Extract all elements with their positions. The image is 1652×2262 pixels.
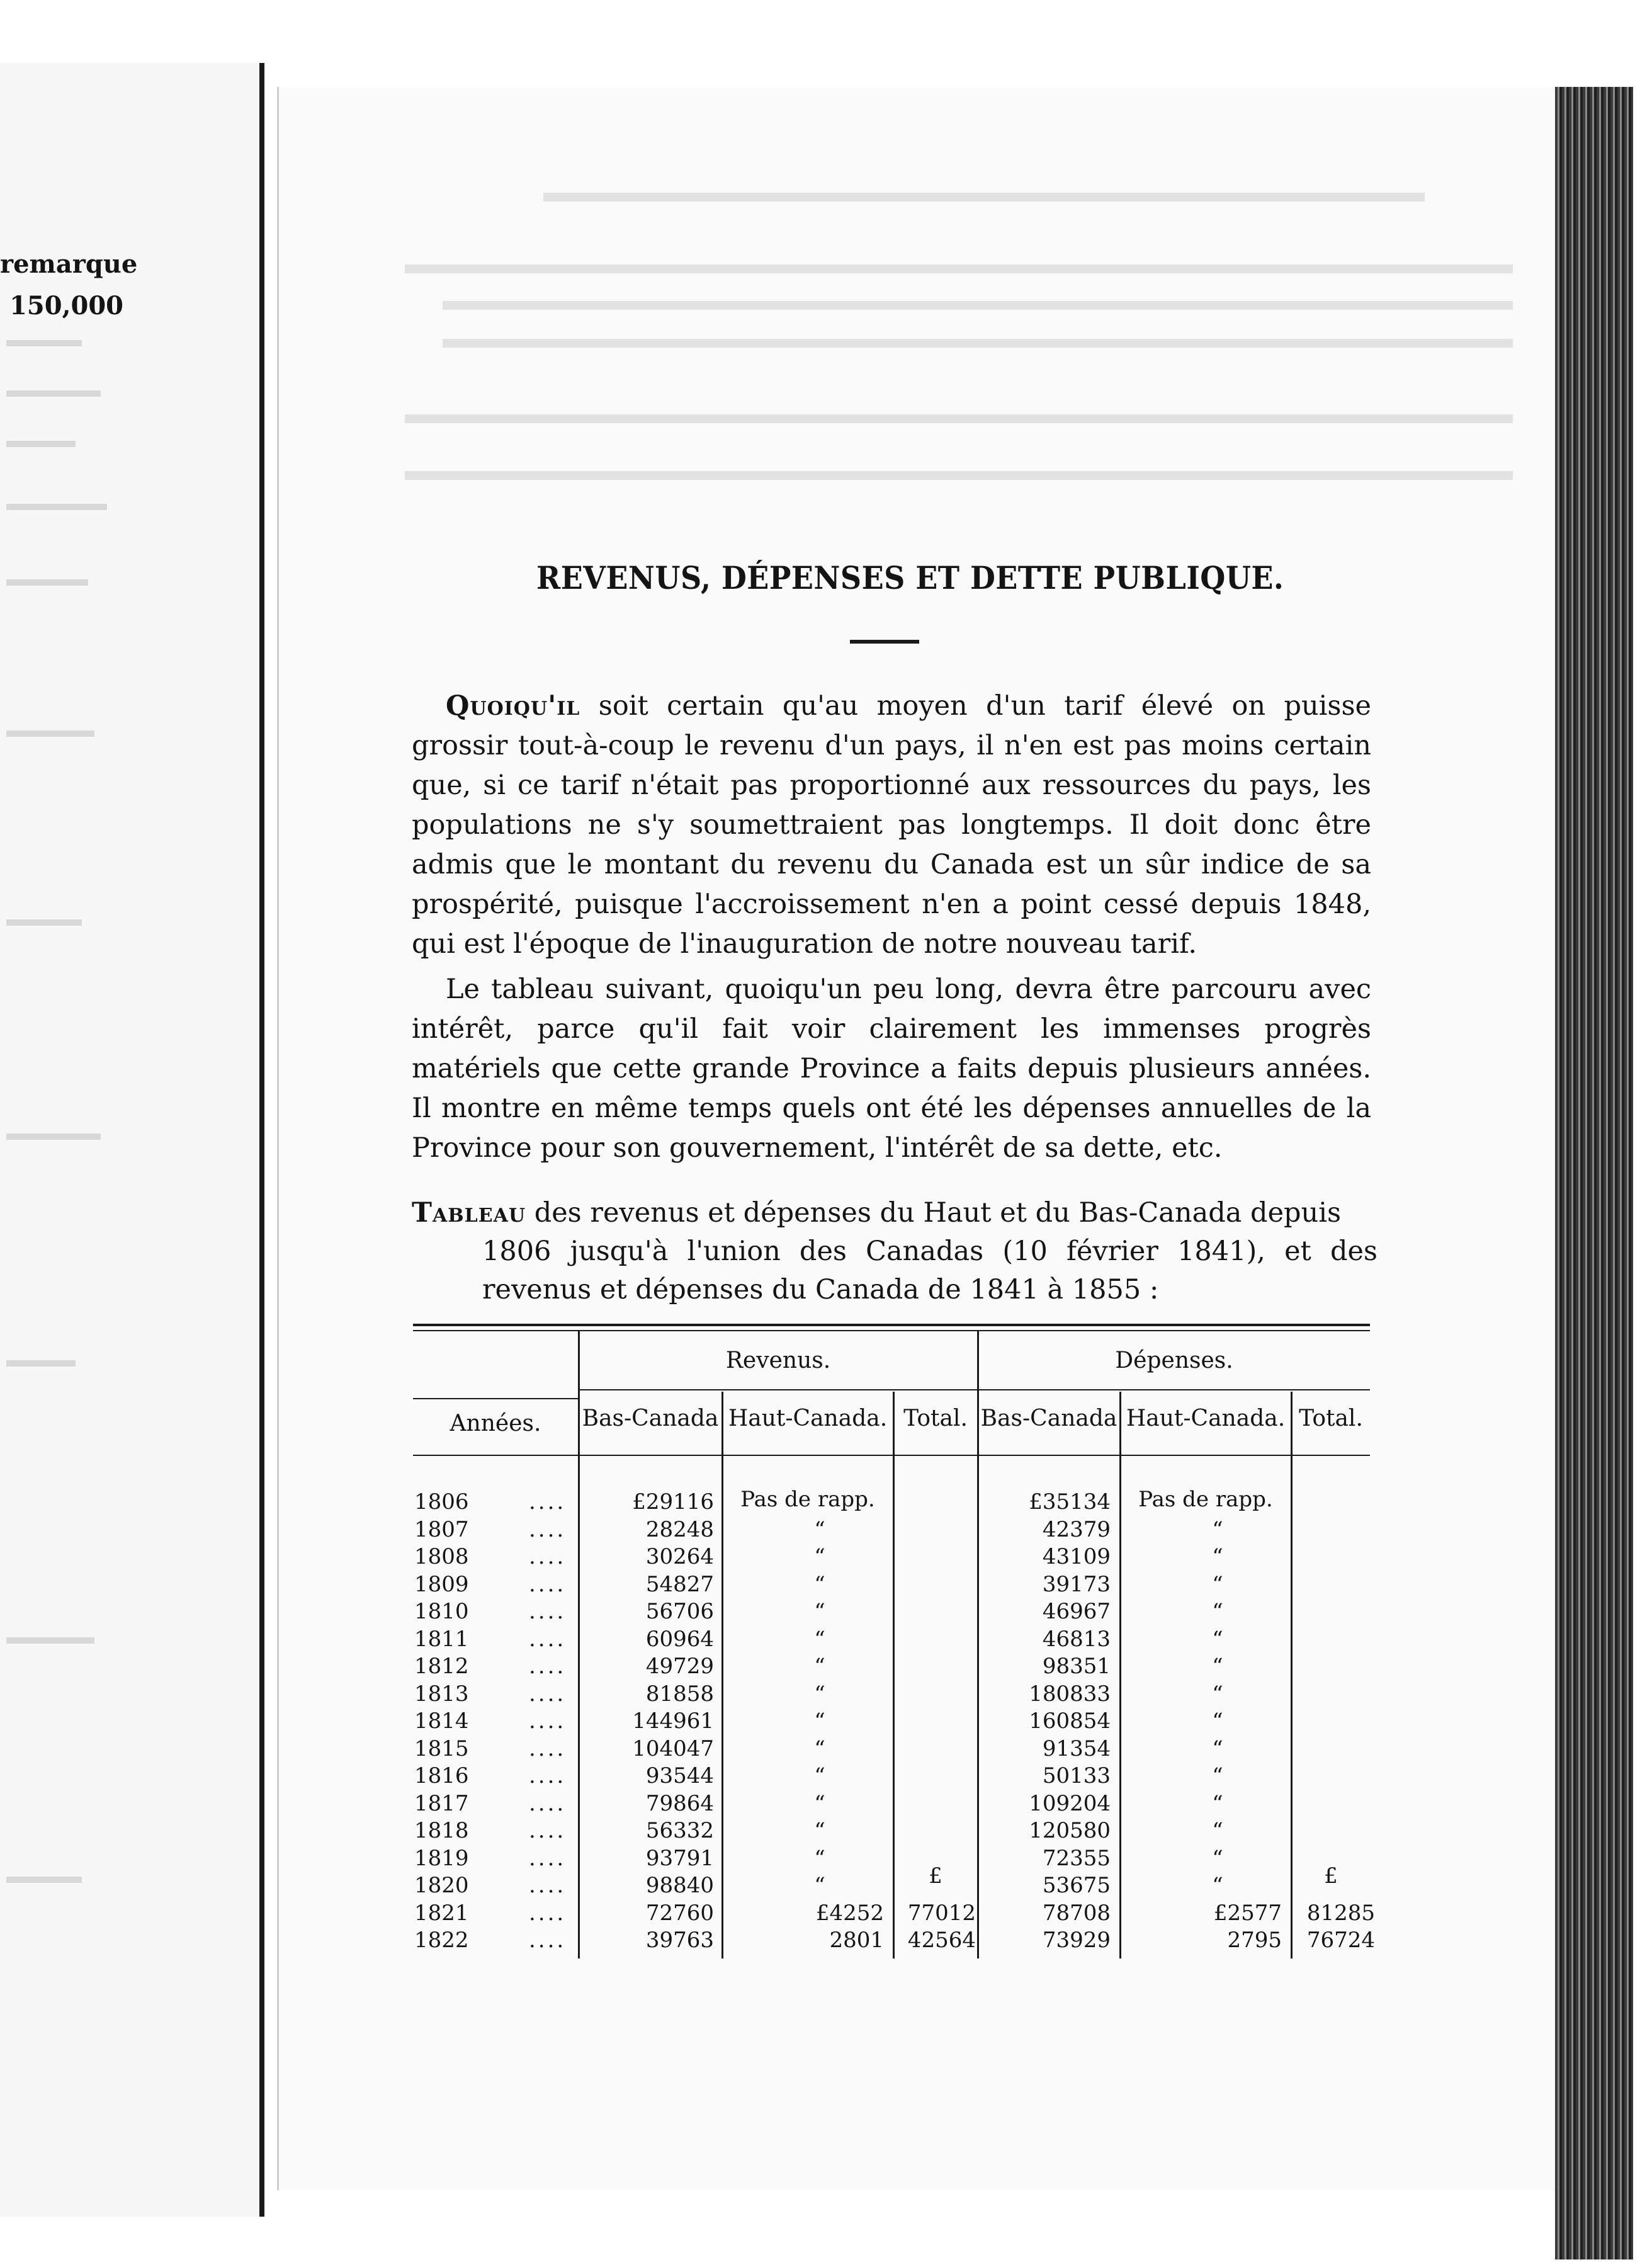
cell-rev-haut-canada: “ [814, 1572, 825, 1597]
cell-dep-bas-canada: 120580 [1029, 1818, 1111, 1843]
cell-dep-bas-canada: 91354 [1042, 1736, 1111, 1761]
cell-rev-haut-canada: “ [814, 1599, 825, 1624]
cell-rev-bas-canada: 81858 [645, 1681, 714, 1707]
cell-rev-bas-canada: 144961 [632, 1708, 714, 1734]
ghost-text [6, 1637, 94, 1644]
cell-rev-bas-canada: 28248 [645, 1517, 714, 1542]
bleed-through-text [405, 264, 1513, 273]
header-revenus: Revenus. [725, 1348, 831, 1373]
left-page-number: 150,000 [9, 291, 123, 321]
ghost-text [6, 1360, 76, 1367]
cell-leader: .... [529, 1928, 567, 1953]
cell-rev-bas-canada: 39763 [645, 1928, 714, 1953]
bleed-through-text [405, 414, 1513, 423]
cell-rev-bas-canada: £29116 [632, 1489, 714, 1515]
cell-rev-bas-canada: 104047 [632, 1736, 714, 1761]
cell-year: 1818 [414, 1818, 469, 1843]
cell-rev-haut-canada: “ [814, 1763, 825, 1788]
cell-dep-haut-canada: “ [1212, 1544, 1223, 1569]
cell-year: 1816 [414, 1763, 469, 1788]
cell-dep-bas-canada: 180833 [1029, 1681, 1111, 1707]
ghost-text [6, 390, 101, 397]
cell-dep-haut-canada: £2577 [1213, 1901, 1282, 1926]
cell-dep-bas-canada: 39173 [1042, 1572, 1111, 1597]
cell-rev-bas-canada: 54827 [645, 1572, 714, 1597]
annees-rule [413, 1398, 578, 1399]
table-caption-text: des revenus et dépenses du Haut et du Bas-Canada depuis [534, 1197, 1342, 1229]
cell-dep-haut-canada: “ [1212, 1654, 1223, 1679]
cell-leader: .... [529, 1791, 567, 1816]
cell-rev-haut-canada: “ [814, 1544, 825, 1569]
cell-rev-haut-canada: 2801 [829, 1928, 884, 1953]
cell-rev-total: 77012 [907, 1901, 976, 1926]
ghost-text [6, 730, 94, 737]
cell-leader: .... [529, 1818, 567, 1843]
header-dep-haut-canada: Haut-Canada. [1126, 1406, 1286, 1431]
column-divider [1119, 1392, 1121, 1958]
cell-rev-haut-canada: “ [814, 1708, 825, 1734]
cell-dep-bas-canada: 78708 [1042, 1901, 1111, 1926]
cell-dep-bas-canada: £35134 [1029, 1489, 1111, 1515]
group-rule [579, 1389, 1370, 1390]
rev-total-pound-mark: £ [929, 1863, 942, 1889]
cell-leader: .... [529, 1627, 567, 1652]
cell-dep-total: 81285 [1306, 1901, 1375, 1926]
cell-leader: .... [529, 1846, 567, 1871]
cell-dep-haut-canada: “ [1212, 1791, 1223, 1816]
cell-year: 1817 [414, 1791, 469, 1816]
header-depenses: Dépenses. [1115, 1348, 1233, 1373]
cell-year: 1806 [414, 1489, 469, 1515]
cell-leader: .... [529, 1736, 567, 1761]
cell-leader: .... [529, 1599, 567, 1624]
ghost-text [6, 441, 76, 447]
cell-rev-bas-canada: 60964 [645, 1627, 714, 1652]
cell-rev-haut-canada: £4252 [815, 1901, 884, 1926]
table-caption-rest: 1806 jusqu'à l'union des Canadas (10 février 1841), et des revenus et dépenses du Canada de 1841 à 1855 : [482, 1236, 1378, 1305]
cell-rev-bas-canada: 98840 [645, 1873, 714, 1898]
cell-rev-haut-canada: “ [814, 1654, 825, 1679]
table-caption-line1 [412, 1194, 1378, 1232]
cell-dep-haut-canada: “ [1212, 1818, 1223, 1843]
cell-rev-haut-canada: “ [814, 1846, 825, 1871]
cell-dep-haut-canada: “ [1212, 1736, 1223, 1761]
cell-dep-haut-canada: “ [1212, 1708, 1223, 1734]
cell-dep-bas-canada: 72355 [1042, 1846, 1111, 1871]
cell-year: 1815 [414, 1736, 469, 1761]
bleed-through-text [443, 301, 1513, 310]
cell-year: 1814 [414, 1708, 469, 1734]
cell-year: 1822 [414, 1928, 469, 1953]
cell-dep-bas-canada: 46967 [1042, 1599, 1111, 1624]
header-rev-haut-canada: Haut-Canada. [728, 1406, 888, 1431]
cell-rev-haut-canada: “ [814, 1517, 825, 1542]
page-edge-stack [1555, 87, 1633, 2259]
cell-rev-total: 42564 [907, 1928, 976, 1953]
cell-rev-haut-canada: “ [814, 1818, 825, 1843]
table-top-rule [413, 1324, 1370, 1326]
cell-leader: .... [529, 1901, 567, 1926]
cell-dep-haut-canada: “ [1212, 1846, 1223, 1871]
cell-dep-haut-canada: “ [1212, 1763, 1223, 1788]
cell-rev-bas-canada: 93544 [645, 1763, 714, 1788]
cell-leader: .... [529, 1489, 567, 1515]
cell-rev-bas-canada: 49729 [645, 1654, 714, 1679]
cell-leader: .... [529, 1763, 567, 1788]
cell-leader: .... [529, 1544, 567, 1569]
header-dep-total: Total. [1299, 1406, 1363, 1431]
page-title: REVENUS, DÉPENSES ET DETTE PUBLIQUE. [536, 559, 1284, 596]
ghost-text [6, 1134, 101, 1140]
cell-dep-haut-canada: “ [1212, 1599, 1223, 1624]
cell-year: 1821 [414, 1901, 469, 1926]
cell-dep-haut-canada: “ [1212, 1572, 1223, 1597]
bleed-through-text [405, 471, 1513, 480]
cell-year: 1808 [414, 1544, 469, 1569]
table-top-rule-thin [413, 1330, 1370, 1331]
cell-dep-bas-canada: 43109 [1042, 1544, 1111, 1569]
cell-leader: .... [529, 1708, 567, 1734]
cell-rev-bas-canada: 56706 [645, 1599, 714, 1624]
cell-leader: .... [529, 1681, 567, 1707]
cell-rev-haut-canada: “ [814, 1681, 825, 1707]
header-rev-total: Total. [903, 1406, 968, 1431]
title-rule [850, 640, 919, 644]
cell-year: 1819 [414, 1846, 469, 1871]
cell-year: 1809 [414, 1572, 469, 1597]
cell-dep-bas-canada: 46813 [1042, 1627, 1111, 1652]
cell-year: 1813 [414, 1681, 469, 1707]
left-facing-page [0, 63, 264, 2217]
paragraph-1-text: soit certain qu'au moyen d'un tarif élevé on puisse grossir tout-à-coup le revenu d'un pays, il n'en est pas moins certain que, si ce tarif n'était pas proportionné aux ressources du pays, les populations ne s'y soumettraient pas longtemps. Il doit donc être admis que le montant du revenu du Canada est un sûr indice de sa prospérité, puisque l'accroissement n'en a point cessé depuis 1848, qui est l'époque de l'inauguration de notre nouveau tarif. [412, 690, 1371, 960]
cell-dep-bas-canada: 98351 [1042, 1654, 1111, 1679]
cell-year: 1812 [414, 1654, 469, 1679]
cell-rev-haut-canada: “ [814, 1791, 825, 1816]
cell-year: 1810 [414, 1599, 469, 1624]
ghost-text [6, 579, 88, 586]
cell-dep-bas-canada: 160854 [1029, 1708, 1111, 1734]
cell-rev-haut-canada: “ [814, 1873, 825, 1898]
header-rev-bas-canada: Bas-Canada [582, 1406, 719, 1431]
cell-rev-bas-canada: 72760 [645, 1901, 714, 1926]
cell-leader: .... [529, 1572, 567, 1597]
cell-dep-haut-canada: “ [1212, 1517, 1223, 1542]
cell-year: 1820 [414, 1873, 469, 1898]
header-dep-bas-canada: Bas-Canada [980, 1406, 1117, 1431]
cell-rev-bas-canada: 56332 [645, 1818, 714, 1843]
table-caption [412, 1194, 1378, 1309]
paragraph-1-lead: Quoiqu'il [446, 690, 580, 722]
header-bottom-rule [413, 1455, 1370, 1456]
cell-dep-bas-canada: 73929 [1042, 1928, 1111, 1953]
cell-year: 1807 [414, 1517, 469, 1542]
header-annees: Années. [450, 1411, 541, 1436]
ghost-text [6, 919, 82, 926]
cell-dep-bas-canada: 50133 [1042, 1763, 1111, 1788]
bleed-through-text [543, 193, 1425, 202]
cell-dep-bas-canada: 42379 [1042, 1517, 1111, 1542]
cell-year: 1811 [414, 1627, 469, 1652]
ghost-text [6, 504, 107, 510]
cell-dep-total: 76724 [1306, 1928, 1375, 1953]
bleed-through-text [443, 339, 1513, 348]
cell-rev-haut-canada: Pas de rapp. [740, 1487, 875, 1512]
cell-dep-bas-canada: 53675 [1042, 1873, 1111, 1898]
cell-dep-haut-canada: “ [1212, 1681, 1223, 1707]
cell-leader: .... [529, 1654, 567, 1679]
cell-dep-haut-canada: “ [1212, 1627, 1223, 1652]
ghost-text [6, 340, 82, 346]
cell-rev-bas-canada: 79864 [645, 1791, 714, 1816]
column-divider [721, 1392, 723, 1958]
cell-dep-haut-canada: “ [1212, 1873, 1223, 1898]
cell-leader: .... [529, 1873, 567, 1898]
cell-rev-haut-canada: “ [814, 1627, 825, 1652]
cell-rev-bas-canada: 93791 [645, 1846, 714, 1871]
cell-rev-bas-canada: 30264 [645, 1544, 714, 1569]
cell-rev-haut-canada: “ [814, 1736, 825, 1761]
cell-dep-haut-canada: Pas de rapp. [1138, 1487, 1273, 1512]
paragraph-1 [412, 686, 1371, 964]
table-caption-lead: Tableau [412, 1197, 526, 1229]
dep-total-pound-mark: £ [1324, 1863, 1338, 1889]
cell-dep-haut-canada: 2795 [1227, 1928, 1282, 1953]
cell-dep-bas-canada: 109204 [1029, 1791, 1111, 1816]
ghost-text [6, 1877, 82, 1883]
paragraph-2: Le tableau suivant, quoiqu'un peu long, devra être parcouru avec intérêt, parce qu'il fait voir clairement les immenses progrès matériels que cette grande Province a faits depuis plusieurs années. Il montre en même temps quels ont été les dépenses annuelles de la Province pour son gouvernement, l'intérêt de sa dette, etc. [412, 974, 1371, 1164]
left-page-word: remarque [0, 249, 138, 279]
cell-leader: .... [529, 1517, 567, 1542]
